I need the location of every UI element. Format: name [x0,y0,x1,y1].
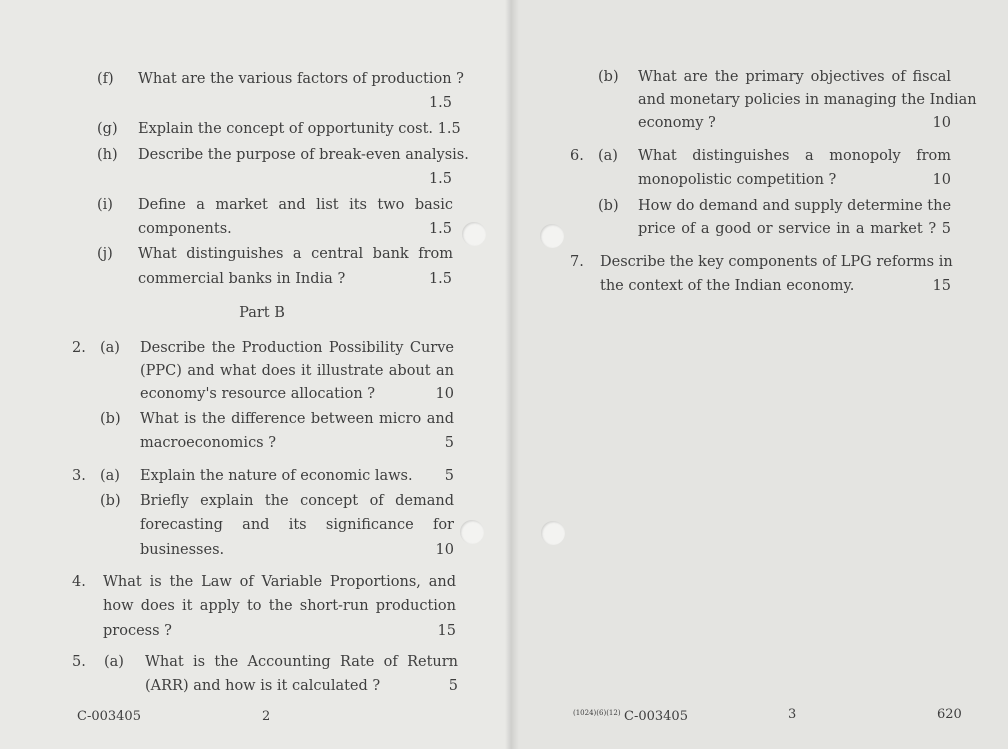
q5a-number: (a) [104,654,124,670]
q1h-marks: 1.5 [428,171,452,187]
punch-hole-left-bottom [460,520,484,544]
q1i-line2: components. [138,221,232,237]
q6a-number: (a) [598,148,618,164]
right-footer-paper-code: C-003405 [624,709,688,724]
q1i-marks: 1.5 [428,221,452,237]
q3b-line2: forecasting and its significance for [140,517,454,533]
q3a-marks: 5 [444,468,454,484]
q4-number: 4. [72,574,86,590]
q1f-marks: 1.5 [428,95,452,111]
q1j-line2: commercial banks in India ? [138,271,346,287]
q7-line1: Describe the key components of LPG reforms in [600,254,953,270]
q5b-line1: What are the primary objectives of fiscal [638,69,951,85]
right-footer-print-count: 620 [937,707,962,722]
q3a-text: Explain the nature of economic laws. [140,468,413,484]
q3b-number: (b) [100,493,121,509]
q1f-number: (f) [97,71,114,87]
q3a-number: (a) [100,468,120,484]
left-footer-page-number: 2 [262,709,271,724]
q1i-number: (i) [97,197,113,213]
q5-number: 5. [72,654,86,670]
q1i-line1: Define a market and list its two basic [138,197,453,213]
q2-number: 2. [72,340,86,356]
q6a-marks: 10 [932,172,951,188]
q6b-line2: price of a good or service in a market ? 5 [638,221,951,237]
q2b-number: (b) [100,411,121,427]
right-page [512,0,1008,749]
q5b-line2: and monetary policies in managing the Indian [638,92,977,108]
q1j-marks: 1.5 [428,271,452,287]
q3b-line3: businesses. [140,542,225,558]
q5b-marks: 10 [932,115,951,131]
left-footer-paper-code: C-003405 [77,709,141,724]
page-fold [505,0,519,749]
q6a-line2: monopolistic competition ? [638,172,837,188]
q4-line3: process ? [103,623,172,639]
q5b-number: (b) [598,69,619,85]
q1j-line1: What distinguishes a central bank from [138,246,453,262]
q5a-line2: (ARR) and how is it calculated ? [145,678,381,694]
q6a-line1: What distinguishes a monopoly from [638,148,951,164]
q6-number: 6. [570,148,584,164]
q6b-number: (b) [598,198,619,214]
punch-hole-right-bottom [541,521,565,545]
q5a-marks: 5 [448,678,458,694]
q3b-line1: Briefly explain the concept of demand [140,493,454,509]
q4-line1: What is the Law of Variable Proportions, and [103,574,456,590]
q5b-line3: economy ? [638,115,716,131]
q2b-marks: 5 [444,435,454,451]
right-footer-code-prefix: (1024)(6)(12) [573,709,621,717]
q2a-number: (a) [100,340,120,356]
q4-line2: how does it apply to the short-run production [103,598,456,614]
punch-hole-left-top [462,222,486,246]
q7-number: 7. [570,254,584,270]
q6b-line1: How do demand and supply determine the [638,198,952,214]
part-b-heading: Part B [239,305,285,321]
q2a-marks: 10 [435,386,454,402]
q2b-line2: macroeconomics ? [140,435,277,451]
q1j-number: (j) [97,246,113,262]
q3-number: 3. [72,468,86,484]
q1h-number: (h) [97,147,118,163]
q2a-line3: economy's resource allocation ? [140,386,376,402]
q3b-marks: 10 [435,542,454,558]
q1h-text: Describe the purpose of break-even analysis. [138,147,469,163]
q7-line2: the context of the Indian economy. [600,278,855,294]
punch-hole-right-top [540,224,564,248]
q2b-line1: What is the difference between micro and [140,411,454,427]
q4-marks: 15 [437,623,456,639]
q5a-line1: What is the Accounting Rate of Return [145,654,458,670]
q2a-line1: Describe the Production Possibility Curve [140,340,454,356]
right-footer-page-number: 3 [788,707,797,722]
q1g-number: (g) [97,121,118,137]
q7-marks: 15 [932,278,951,294]
q1g-text: Explain the concept of opportunity cost. 1.5 [138,121,461,137]
q2a-line2: (PPC) and what does it illustrate about an [140,363,454,379]
q1f-text: What are the various factors of production ? [138,71,464,87]
